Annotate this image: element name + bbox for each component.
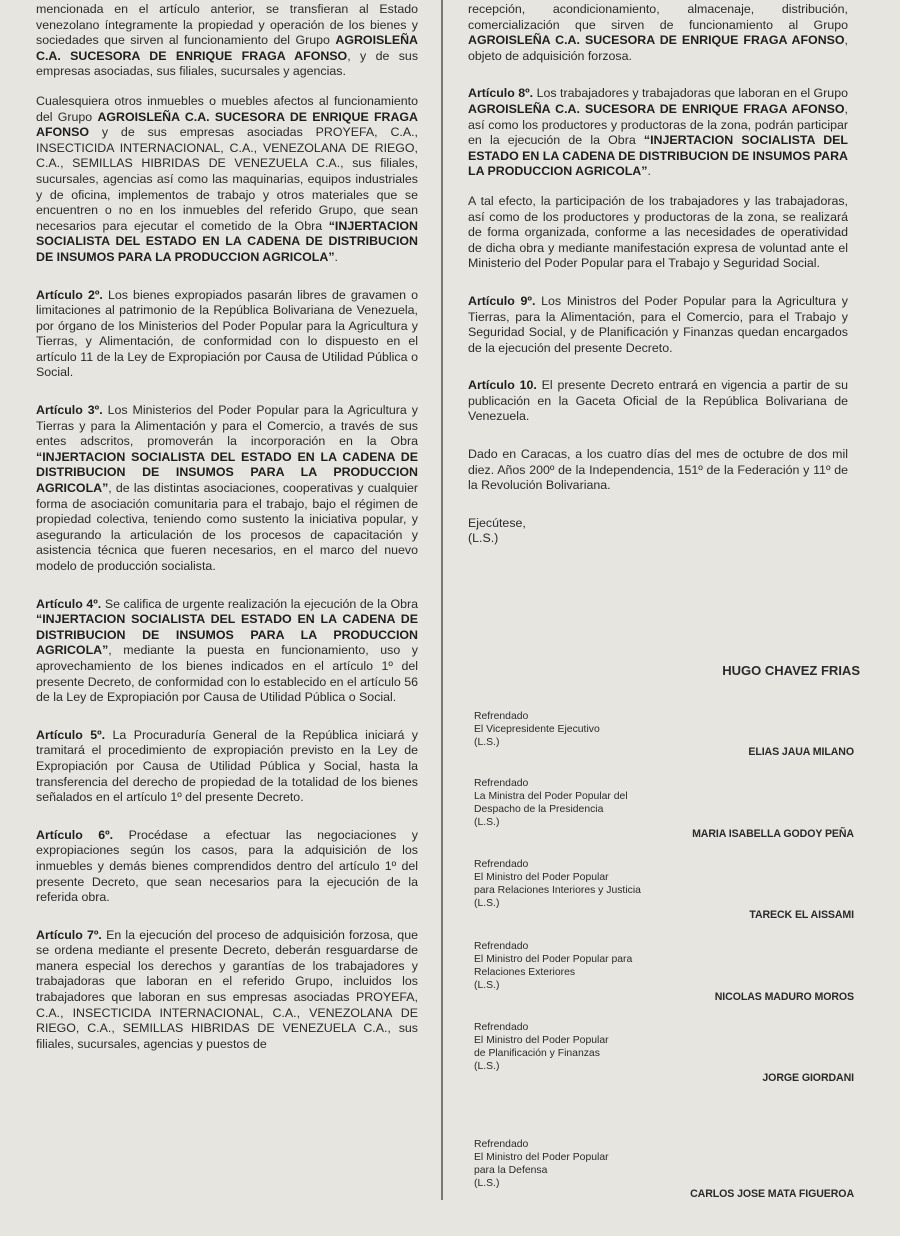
sig-line: (L.S.) (474, 1061, 500, 1072)
sig-line: (L.S.) (474, 980, 500, 991)
signature-block (474, 777, 854, 840)
paragraph-other-assets: Cualesquiera otros inmuebles o muebles afectos al funcionamiento del Grupo AGROISLEÑA C.A. SUCESORA DE ENRIQUE FRAGA AFONSO y de sus empresas asociadas PROYEFA, C.A., INSECTICIDA INTERNACIONAL, C.A., VENEZOLANA DE RIEGO, C.A., SEMILLAS HIBRIDAS DE VENEZUELA C.A., sus filiales, sucursales, agencias así como las maquinarias, equipos industriales y de oficina, implementos de trabajo y otros materiales que se encuentren o no en los inmuebles del referido Grupo, que sean necesarios para ejecutar el cometido de la Obra “INJERTACION SOCIALISTA DEL ESTADO EN LA CADENA DE DISTRIBUCION DE INSUMOS PARA LA PRODUCCION AGRICOLA”. (36, 93, 418, 264)
signatory-name: CARLOS JOSE MATA FIGUEROA (690, 1188, 854, 1200)
sig-line: (L.S.) (474, 1178, 500, 1189)
signatory-name: TARECK EL AISSAMI (749, 909, 854, 921)
column-divider (441, 0, 443, 1200)
dated-statement: Dado en Caracas, a los cuatro días del mes de octubre de dos mil diez. Años 200º de la Independencia, 151º de la Federación y 11º de la Revolución Bolivariana. (468, 447, 848, 493)
article-2: Artículo 2º. Los bienes expropiados pasarán libres de gravamen o limitaciones al patrimonio de la República Bolivariana de Venezuela, por órgano de los Ministerios del Poder Popular para la Agricultura y Tierras, y Alimentación, de conformidad con lo dispuesto en el artículo 11 de la Ley de Expropiación por Causa de Utilidad Pública o Social. (36, 287, 418, 380)
sig-line: El Ministro del Poder Popular (474, 1035, 609, 1046)
president-signature: HUGO CHAVEZ FRIAS (722, 663, 860, 678)
article-9: Artículo 9º. Los Ministros del Poder Popular para la Agricultura y Tierras, para la Alimentación, para el Comercio, para el Trabajo y Seguridad Social, y de Planificación y Finanzas quedan encargados de la ejecución del presente Decreto. (468, 293, 848, 355)
right-column (468, 2, 848, 547)
article-5: Artículo 5º. La Procuraduría General de la República iniciará y tramitará el procedimiento de expropiación previsto en la Ley de Expropiación por Causa de Utilidad Pública y Social, hasta la transferencia del derecho de propiedad de la totalidad de los bienes señalados en el artículo 1º del presente Decreto. (36, 727, 418, 805)
article-6: Artículo 6º. Procédase a efectuar las negociaciones y expropiaciones según los casos, para la adquisición de los inmuebles y demás bienes comprendidos dentro del artículo 1º del presente Decreto, que sean necesarios para la ejecución de la referida obra. (36, 827, 418, 905)
signatory-name: MARIA ISABELLA GODOY PEÑA (692, 828, 854, 840)
sig-line: Refrendado (474, 778, 529, 789)
sig-line: El Vicepresidente Ejecutivo (474, 724, 600, 735)
article-10: Artículo 10. El presente Decreto entrará en vigencia a partir de su publicación en la Gaceta Oficial de la República Bolivariana de Venezuela. (468, 378, 848, 424)
seal-label: (L.S.) (468, 531, 499, 546)
paragraph-participation: A tal efecto, la participación de los trabajadores y las trabajadoras, así como de los productores y productoras de la zona, se realizará de forma organizada, conforme a las necesidades de operatividad de dicha obra y mediante manifestación expresa de voluntad ante el Ministerio del Poder Popular para el Trabajo y Seguridad Social. (468, 193, 848, 271)
signature-block (474, 858, 854, 921)
sig-line: Refrendado (474, 1022, 529, 1033)
article-8: Artículo 8º. Los trabajadores y trabajadoras que laboran en el Grupo AGROISLEÑA C.A. SUCESORA DE ENRIQUE FRAGA AFONSO, así como los productores y productoras de la zona, podrán participar en la ejecución de la Obra “INJERTACION SOCIALISTA DEL ESTADO EN LA CADENA DE DISTRIBUCION DE INSUMOS PARA LA PRODUCCION AGRICOLA”. (468, 86, 848, 179)
sig-line: Refrendado (474, 711, 529, 722)
sig-line: para Relaciones Interiores y Justicia (474, 885, 641, 896)
sig-line: El Ministro del Poder Popular (474, 1152, 609, 1163)
sig-line: El Ministro del Poder Popular (474, 872, 609, 883)
signatory-name: JORGE GIORDANI (762, 1072, 854, 1084)
ejecutese-label: Ejecútese, (468, 515, 526, 530)
signature-block (474, 710, 854, 758)
sig-line: Refrendado (474, 859, 529, 870)
left-column (36, 2, 418, 1052)
sig-line: para la Defensa (474, 1165, 548, 1176)
signature-block (474, 940, 854, 1003)
sig-line: Refrendado (474, 941, 529, 952)
sig-line: Relaciones Exteriores (474, 967, 576, 978)
signatory-name: NICOLAS MADURO MOROS (714, 991, 854, 1003)
sig-line: de Planificación y Finanzas (474, 1048, 600, 1059)
sig-line: (L.S.) (474, 817, 500, 828)
signature-block (474, 1138, 854, 1200)
sig-line: Despacho de la Presidencia (474, 804, 604, 815)
article-3: Artículo 3º. Los Ministerios del Poder Popular para la Agricultura y Tierras y para la Alimentación y para el Comercio, a través de sus entes adscritos, promoverán la incorporación en la Obra “INJERTACION SOCIALISTA DEL ESTADO EN LA CADENA DE DISTRIBUCION DE INSUMOS PARA LA PRODUCCION AGRICOLA”, de las distintas asociaciones, cooperativas y cualquier forma de asociación comunitaria para el trabajo, bajo el régimen de propiedad colectiva, teniendo como sustento la iniciativa popular, y asegurando la articulación de los procesos de capacitación y asistencia técnica que fueren necesarios, en el marco del nuevo modelo de producción socialista. (36, 403, 418, 573)
article-4: Artículo 4º. Se califica de urgente realización la ejecución de la Obra “INJERTACION SOCIALISTA DEL ESTADO EN LA CADENA DE DISTRIBUCION DE INSUMOS PARA LA PRODUCCION AGRICOLA”, mediante la puesta en funcionamiento, uso y aprovechamiento de los bienes indicados en el artículo 1º del presente Decreto, de conformidad con lo establecido en el artículo 56 de la Ley de Expropiación por Causa de Utilidad Pública o Social. (36, 596, 418, 705)
paragraph-continuation: recepción, acondicionamiento, almacenaje, distribución, comercialización que sirven de funcionamiento al Grupo AGROISLEÑA C.A. SUCESORA DE ENRIQUE FRAGA AFONSO, objeto de adquisición forzosa. (468, 2, 848, 63)
sig-line: (L.S.) (474, 898, 500, 909)
signatory-name: ELIAS JAUA MILANO (748, 746, 854, 758)
sig-line: El Ministro del Poder Popular para (474, 954, 633, 965)
sig-line: (L.S.) (474, 737, 500, 748)
paragraph-transfer: mencionada en el artículo anterior, se transfieran al Estado venezolano íntegramente la propiedad y operación de los bienes y sociedades que sirven al funcionamiento del Grupo AGROISLEÑA C.A. SUCESORA DE ENRIQUE FRAGA AFONSO, y de sus empresas asociadas, sus filiales, sucursales y agencias. (36, 2, 419, 79)
sig-line: Refrendado (474, 1139, 529, 1150)
signature-block (474, 1021, 854, 1084)
article-7: Artículo 7º. En la ejecución del proceso de adquisición forzosa, que se ordena mediante el presente Decreto, deberán resguardarse de manera especial los derechos y garantías de los trabajadores y trabajadoras que laboran en el referido Grupo, incluidos los trabajadores que laboran en sus empresas asociadas PROYEFA, C.A., INSECTICIDA INTERNACIONAL, C.A., VENEZOLANA DE RIEGO, C.A., SEMILLAS HIBRIDAS DE VENEZUELA C.A., sus filiales, sucursales, agencias y puestos de (36, 927, 418, 1051)
sig-line: La Ministra del Poder Popular del (474, 791, 628, 802)
